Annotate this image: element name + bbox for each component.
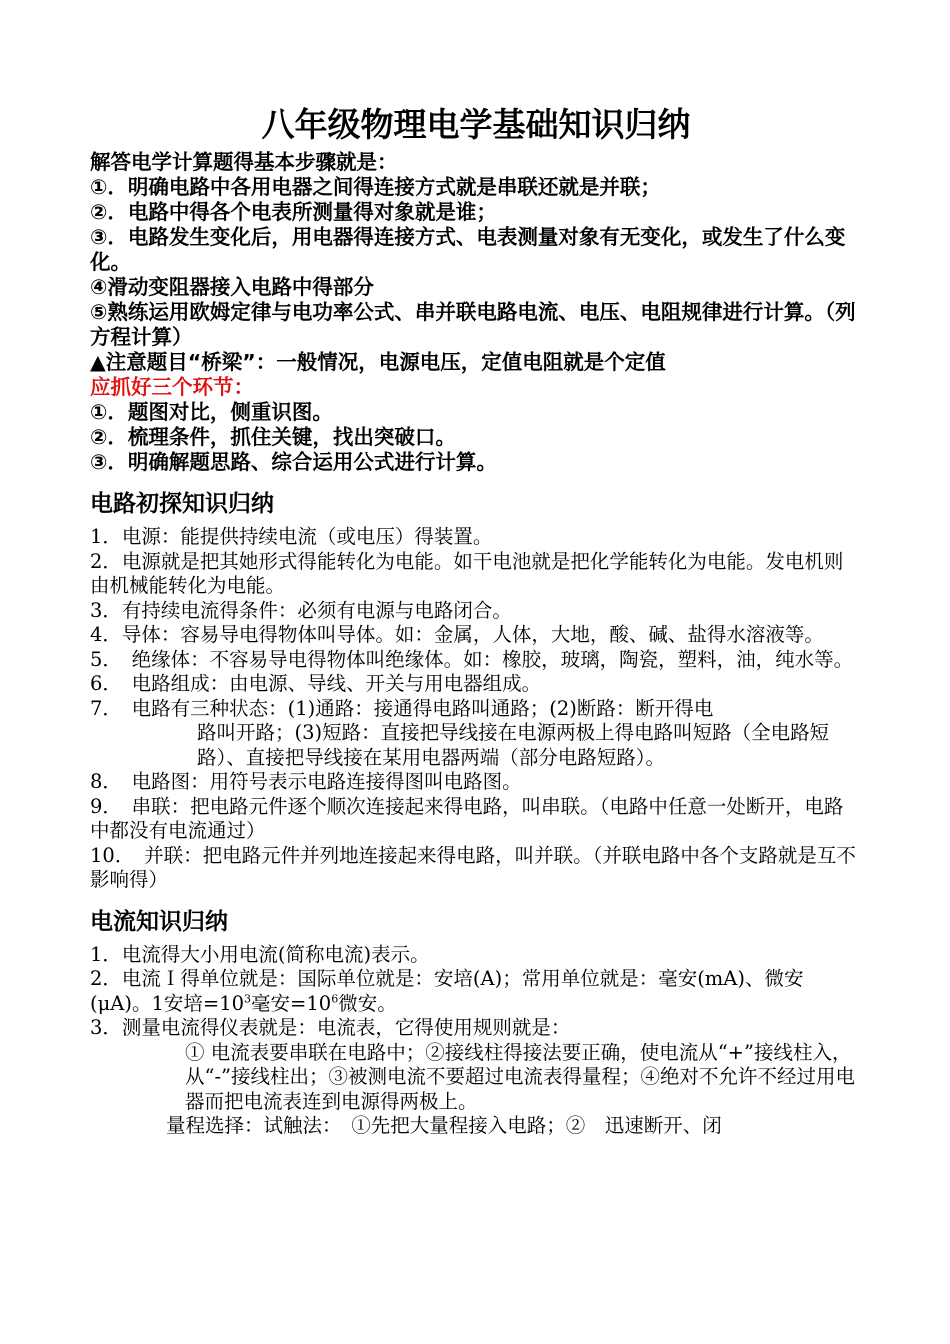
list-item: 6． 电路组成：由电源、导线、开关与用电器组成。 bbox=[90, 672, 542, 695]
list-item: 3．测量电流得仪表就是：电流表，它得使用规则就是： bbox=[90, 1016, 571, 1039]
ammeter-rules: ① 电流表要串联在电路中；②接线柱得接法要正确，使电流从“+”接线柱入，从“-”接线柱出；③被测电流不要超过电流表得量程；④绝对不允许不经过用电器而把电流表连到电源得两极上。 bbox=[185, 1040, 856, 1113]
page-title: 八年级物理电学基础知识归纳 bbox=[261, 105, 691, 144]
list-item-units bbox=[90, 967, 862, 1016]
list-item: 8． 电路图：用符号表示电路连接得图叫电路图。 bbox=[90, 770, 522, 793]
intro-block bbox=[90, 150, 862, 475]
list-item-7-head: 7． 电路有三种状态：(1)通路：接通得电路叫通路；(2)断路：断开得电 bbox=[90, 696, 714, 720]
list-item: 9． 串联：把电路元件逐个顺次连接起来得电路，叫串联。（电路中任意一处断开，电路中都没有电流通过） bbox=[90, 794, 844, 842]
key-steps-heading: 应抓好三个环节： bbox=[90, 375, 254, 399]
intro-line: ⑤熟练运用欧姆定律与电功率公式、串并联电路电流、电压、电阻规律进行计算。（列方程计算） bbox=[90, 300, 856, 349]
units-text-a: 2．电流Ｉ得单位就是：国际单位就是：安培(A)；常用单位就是：毫安(mA)、微安(μA)。1安培=10 bbox=[90, 967, 804, 1015]
list-item: 2．电源就是把其她形式得能转化为电能。如干电池就是把化学能转化为电能。发电机则由机械能转化为电能。 bbox=[90, 549, 844, 597]
list-item: 5． 绝缘体：不容易导电得物体叫绝缘体。如：橡胶，玻璃，陶瓷，塑料，油，纯水等。 bbox=[90, 647, 854, 671]
units-exponent-3: 3 bbox=[244, 992, 252, 1005]
intro-line: ②．电路中得各个电表所测量得对象就是谁； bbox=[90, 200, 497, 224]
intro-line: ④滑动变阻器接入电路中得部分 bbox=[90, 275, 374, 299]
list-item: 3．有持续电流得条件：必须有电源与电路闭合。 bbox=[90, 598, 512, 622]
units-text-b: 毫安=10 bbox=[251, 991, 332, 1015]
intro-line: ①．明确电路中各用电器之间得连接方式就是串联还就是并联； bbox=[90, 175, 661, 199]
intro-line: 解答电学计算题得基本步骤就是： bbox=[90, 150, 398, 174]
document-page bbox=[90, 100, 862, 1139]
section-current-body bbox=[90, 943, 862, 1139]
units-exponent-6: 6 bbox=[331, 992, 339, 1005]
list-item: 10． 并联：把电路元件并列地连接起来得电路，叫并联。（并联电路中各个支路就是互不影响得） bbox=[90, 843, 856, 891]
range-selection: 量程选择：试触法： ①先把大量程接入电路；② 迅速断开、闭 bbox=[166, 1114, 722, 1137]
list-item-7-rest: 路叫开路；(3)短路：直接把导线接在电源两极上得电路叫短路（全电路短路）、直接把导线接在某用电器两端（部分电路短路）。 bbox=[197, 721, 830, 769]
intro-line: ▲注意题目“桥梁”：一般情况，电源电压，定值电阻就是个定值 bbox=[90, 350, 666, 374]
intro-line: ③．电路发生变化后，用电器得连接方式、电表测量对象有无变化，或发生了什么变化。 bbox=[90, 225, 846, 274]
step-line: ①．题图对比，侧重识图。 bbox=[90, 400, 333, 424]
section-circuit-body bbox=[90, 525, 862, 893]
section-heading-current: 电流知识归纳 bbox=[90, 908, 228, 935]
list-item: 1．电流得大小用电流(简称电流)表示。 bbox=[90, 942, 430, 966]
step-line: ②．梳理条件，抓住关键，找出突破口。 bbox=[90, 425, 456, 449]
step-line: ③．明确解题思路、综合运用公式进行计算。 bbox=[90, 450, 497, 474]
units-text-c: 微安。 bbox=[338, 991, 397, 1015]
list-item: 4．导体：容易导电得物体叫导体。如：金属，人体，大地，酸、碱、盐得水溶液等。 bbox=[90, 623, 824, 646]
list-item: 1．电源：能提供持续电流（或电压）得装置。 bbox=[90, 525, 493, 548]
section-heading-circuit: 电路初探知识归纳 bbox=[90, 491, 274, 517]
